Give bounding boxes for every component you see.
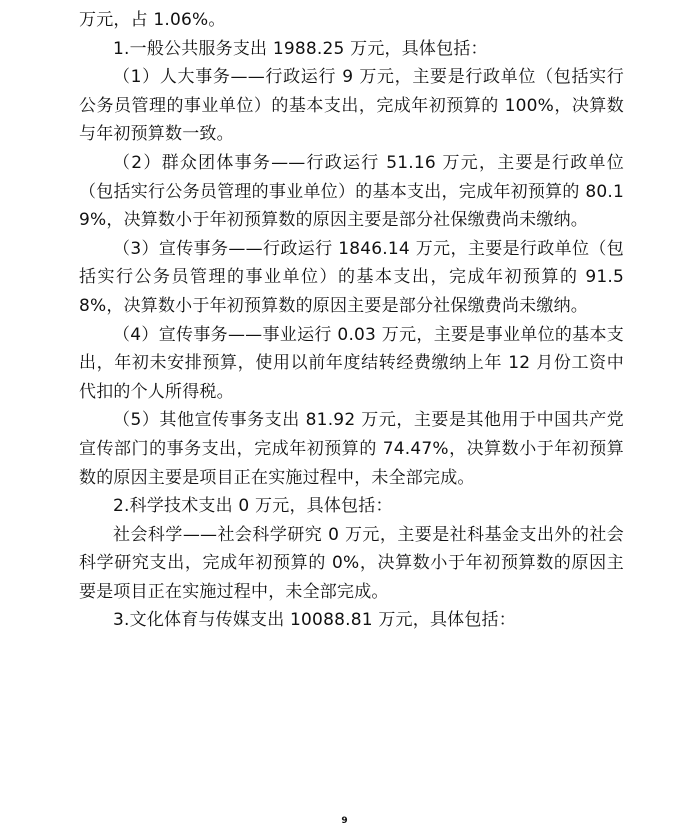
continuation-paragraph: 万元，占 1.06%。 [79,10,226,30]
publicity-admin-paragraph: （3）宣传事务——行政运行 1846.14 万元，主要是行政单位（包括实行公务员管理的事业单位）的基本支出，完成年初预算的 91.58%，决算数小于年初预算数的原因主要是部分社保缴费尚未缴纳。 [79,238,624,316]
npc-affairs-paragraph: （1）人大事务——行政运行 9 万元，主要是行政单位（包括实行公务员管理的事业单位）的基本支出，完成年初预算的 100%，决算数与年初预算数一致。 [79,67,624,145]
page-number: 9 [341,816,348,826]
general-public-services-heading: 1.一般公共服务支出 1988.25 万元，具体包括： [113,38,488,59]
mass-organizations-paragraph: （2）群众团体事务——行政运行 51.16 万元，主要是行政单位（包括实行公务员管理的事业单位）的基本支出，完成年初预算的 80.19%，决算数小于年初预算数的原因主要是部分社保缴费尚未缴纳。 [79,152,624,231]
document-body [79,6,624,635]
culture-sports-media-heading: 3.文化体育与传媒支出 10088.81 万元，具体包括： [113,610,516,631]
social-science-paragraph: 社会科学——社会科学研究 0 万元，主要是社科基金支出外的社会科学研究支出，完成年初预算的 0%，决算数小于年初预算数的原因主要是项目正在实施过程中，未全部完成。 [79,524,624,602]
other-publicity-paragraph: （5）其他宣传事务支出 81.92 万元，主要是其他用于中国共产党宣传部门的事务支出，完成年初预算的 74.47%，决算数小于年初预算数的原因主要是项目正在实施过程中，未全部完成。 [79,410,624,488]
science-technology-heading: 2.科学技术支出 0 万元，具体包括： [113,496,393,517]
publicity-institution-paragraph: （4）宣传事务——事业运行 0.03 万元，主要是事业单位的基本支出，年初未安排预算，使用以前年度结转经费缴纳上年 12 月份工资中代扣的个人所得税。 [79,324,624,402]
